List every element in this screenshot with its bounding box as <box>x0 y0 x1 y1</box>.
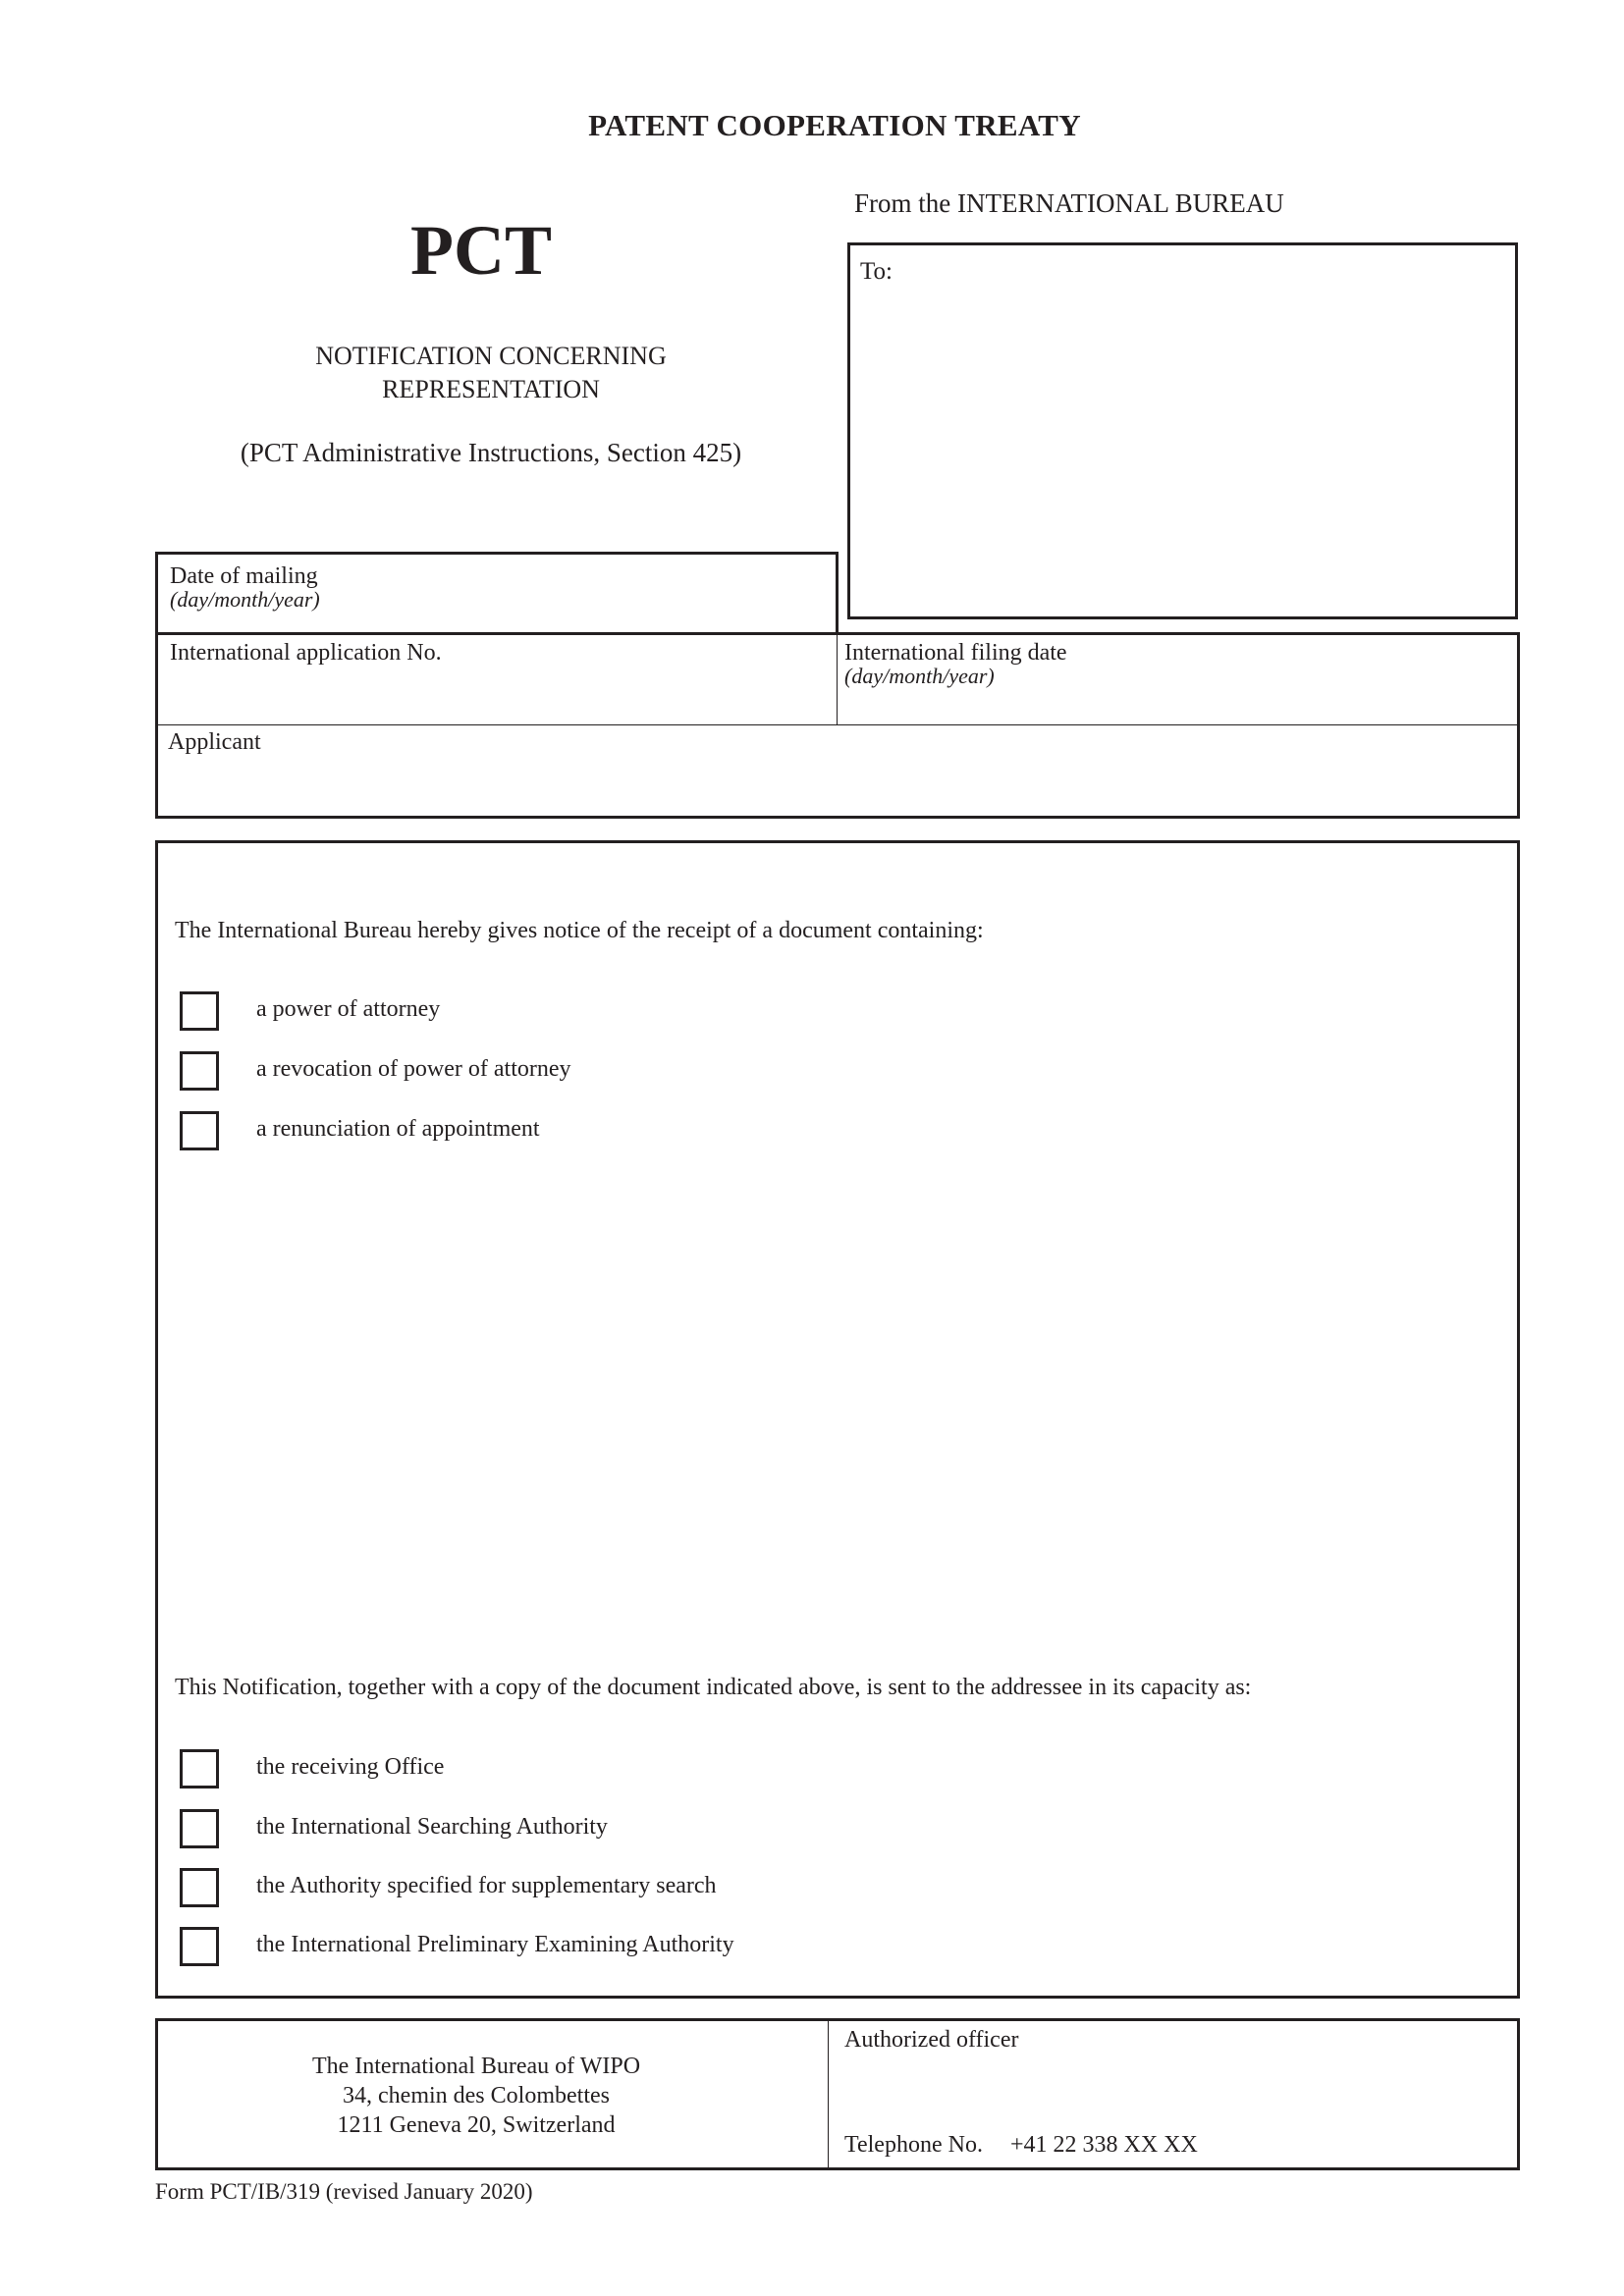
date-of-mailing-hint: (day/month/year) <box>170 587 320 612</box>
form-title-line1: NOTIFICATION CONCERNING <box>315 342 667 370</box>
preliminary-examining-label: the International Preliminary Examining Authority <box>256 1932 734 1957</box>
telephone-label: Telephone No. <box>844 2132 983 2158</box>
form-number: Form PCT/IB/319 (revised January 2020) <box>155 2179 533 2204</box>
telephone-number: +41 22 338 XX XX <box>1009 2132 1198 2158</box>
renunciation-checkbox[interactable] <box>180 1111 219 1150</box>
bureau-address-line1: The International Bureau of WIPO <box>311 2054 641 2079</box>
addressee-box[interactable] <box>847 242 1518 619</box>
application-no-label: International application No. <box>170 640 442 666</box>
searching-authority-label: the International Searching Authority <box>256 1814 608 1840</box>
footer-divider <box>828 2020 829 2168</box>
form-reference: (PCT Administrative Instructions, Section 425) <box>240 438 742 467</box>
authorized-officer-field[interactable] <box>831 2056 1516 2135</box>
pct-logo: PCT <box>410 211 552 290</box>
receiving-office-checkbox[interactable] <box>180 1749 219 1789</box>
applicant-field[interactable] <box>158 726 1517 816</box>
applicant-label: Applicant <box>168 729 261 755</box>
treaty-title: PATENT COOPERATION TREATY <box>588 108 1081 142</box>
preliminary-examining-checkbox[interactable] <box>180 1927 219 1966</box>
form-title <box>245 340 736 406</box>
telephone-line <box>844 2132 1198 2158</box>
notice-intro: The International Bureau hereby gives notice of the receipt of a document containing: <box>175 918 984 943</box>
applicant-divider <box>157 724 1518 725</box>
renunciation-label: a renunciation of appointment <box>256 1116 540 1142</box>
revocation-checkbox[interactable] <box>180 1051 219 1091</box>
revocation-label: a revocation of power of attorney <box>256 1056 571 1082</box>
bureau-address-line2: 34, chemin des Colombettes <box>343 2083 610 2109</box>
filing-date-label: International filing date <box>844 640 1067 666</box>
capacity-intro: This Notification, together with a copy of the document indicated above, is sent to the addressee in its capacity as: <box>175 1675 1252 1700</box>
to-label: To: <box>860 258 893 285</box>
date-of-mailing-label: Date of mailing <box>170 563 318 589</box>
power-of-attorney-checkbox[interactable] <box>180 991 219 1031</box>
filing-date-hint: (day/month/year) <box>844 664 995 688</box>
form-title-line2: REPRESENTATION <box>382 375 600 403</box>
supplementary-search-label: the Authority specified for supplementary search <box>256 1873 717 1898</box>
from-label: From the INTERNATIONAL BUREAU <box>854 188 1284 218</box>
bureau-address <box>216 2052 736 2140</box>
power-of-attorney-label: a power of attorney <box>256 996 441 1022</box>
searching-authority-checkbox[interactable] <box>180 1809 219 1848</box>
supplementary-search-checkbox[interactable] <box>180 1868 219 1907</box>
bureau-address-line3: 1211 Geneva 20, Switzerland <box>337 2112 616 2138</box>
authorized-officer-label: Authorized officer <box>844 2027 1019 2053</box>
application-details-divider <box>837 634 838 725</box>
receiving-office-label: the receiving Office <box>256 1754 445 1780</box>
